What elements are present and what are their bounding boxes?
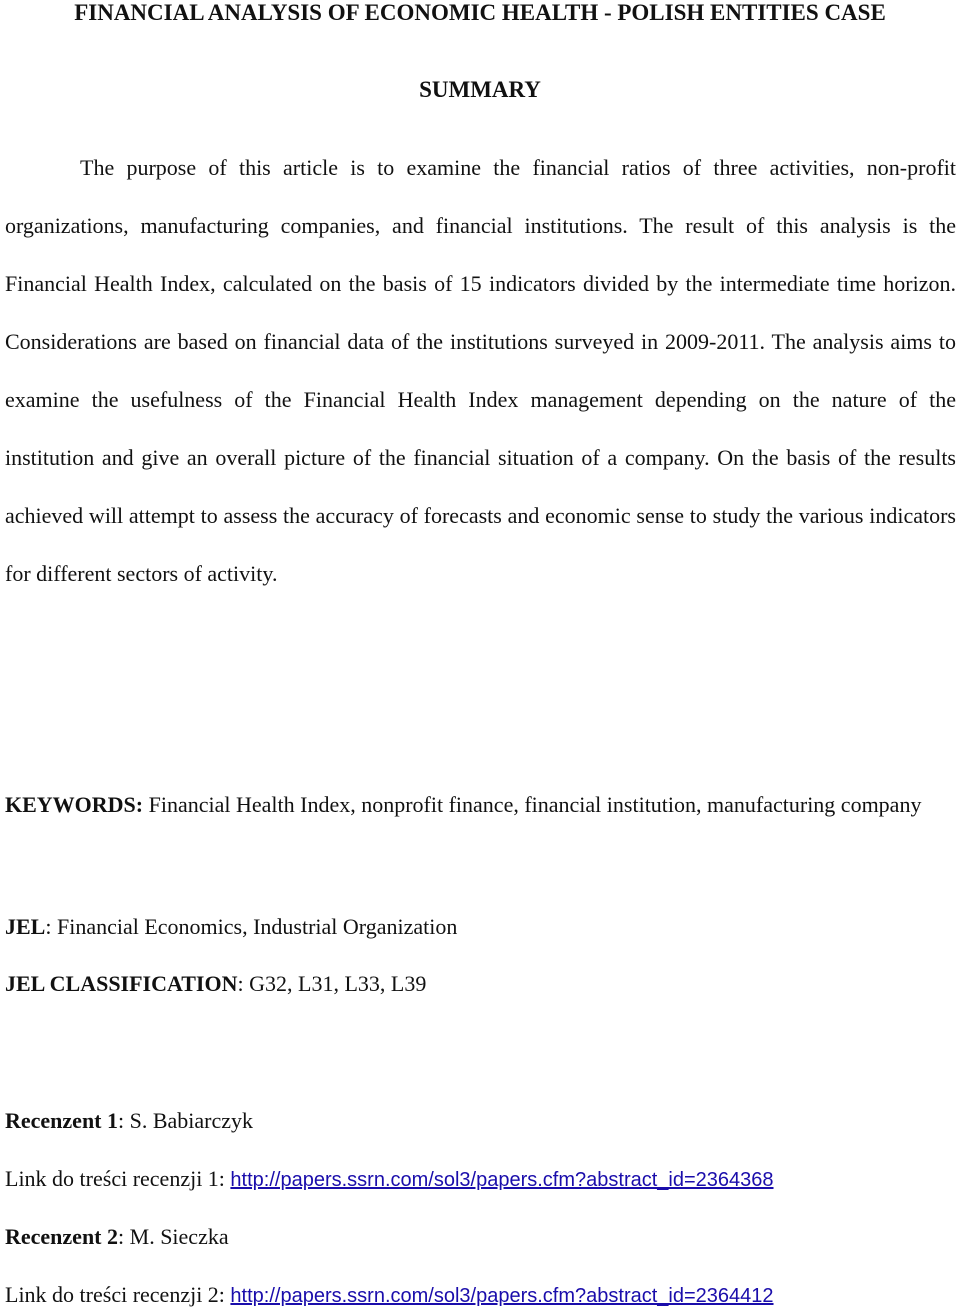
review-link-2-label: Link do treści recenzji 2: xyxy=(5,1282,231,1307)
review-link-2-line xyxy=(5,1282,956,1309)
jel-classification-line xyxy=(5,971,956,997)
abstract-paragraph: The purpose of this article is to examine the financial ratios of three activities, non-profit organizations, manufacturing companies, and financial institutions. The result of this analysis is the Financial Health Index, calculated on the basis of 15 indicators divided by the intermediate time horizon. Considerations are based on financial data of the institutions surveyed in 2009-2011. The analysis aims to examine the usefulness of the Financial Health Index management depending on the nature of the institution and give an overall picture of the financial situation of a company. On the basis of the results achieved will attempt to assess the accuracy of forecasts and economic sense to study the various indicators for different sectors of activity. xyxy=(5,155,956,586)
jel-line xyxy=(5,914,956,940)
jel-classification-label: JEL CLASSIFICATION xyxy=(5,971,238,996)
jel-label: JEL xyxy=(5,914,46,939)
paper-title: FINANCIAL ANALYSIS OF ECONOMIC HEALTH - POLISH ENTITIES CASE xyxy=(74,0,886,25)
summary-heading: SUMMARY xyxy=(419,77,541,102)
reviewer-1-name: : S. Babiarczyk xyxy=(118,1108,254,1133)
reviewer-2-line xyxy=(5,1224,956,1250)
reviewer-1-line xyxy=(5,1108,956,1134)
review-link-1[interactable]: http://papers.ssrn.com/sol3/papers.cfm?abstract_id=2364368 xyxy=(230,1169,774,1191)
reviewer-2-name: : M. Sieczka xyxy=(118,1224,229,1249)
review-link-1-line xyxy=(5,1166,956,1193)
keywords-label: KEYWORDS: xyxy=(5,792,144,817)
keywords-text: Financial Health Index, nonprofit finance, financial institution, manufacturing company xyxy=(143,792,922,817)
review-link-2[interactable]: http://papers.ssrn.com/sol3/papers.cfm?abstract_id=2364412 xyxy=(230,1285,774,1307)
review-link-1-label: Link do treści recenzji 1: xyxy=(5,1166,231,1191)
reviewer-2-label: Recenzent 2 xyxy=(5,1224,119,1249)
keywords-line xyxy=(5,776,956,834)
reviewer-1-label: Recenzent 1 xyxy=(5,1108,119,1133)
jel-classification-text: : G32, L31, L33, L39 xyxy=(237,971,427,996)
jel-text: : Financial Economics, Industrial Organization xyxy=(45,914,458,939)
